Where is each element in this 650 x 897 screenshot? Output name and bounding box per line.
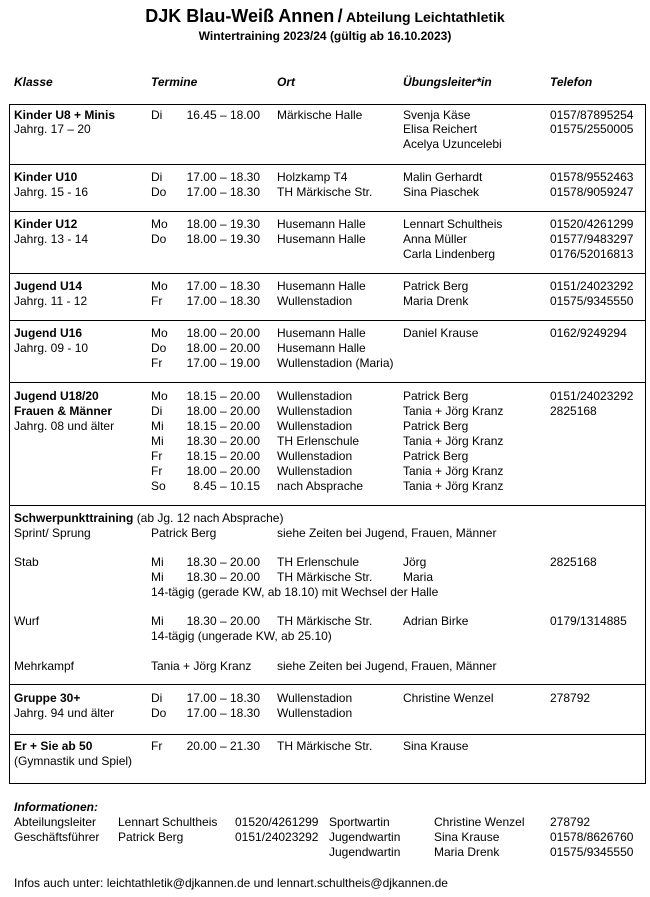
trainer: Daniel Krause	[403, 326, 479, 340]
session-day: Mo	[151, 326, 168, 340]
session-time: 17.00 – 18.30	[186, 294, 260, 308]
session-day: Mi	[151, 419, 164, 433]
info-person: Lennart Schultheis	[118, 815, 218, 829]
info-footer: Infos auch unter: leichtathletik@djkannen.de und lennart.schultheis@djkannen.de	[14, 876, 448, 890]
session-day: So	[151, 479, 166, 493]
session-place: Wullenstadion	[277, 691, 353, 705]
phone: 2825168	[550, 404, 597, 418]
session-time: 17.00 – 18.30	[186, 706, 260, 720]
row-divider	[9, 684, 646, 685]
group-years: Jahrg. 17 – 20	[14, 122, 91, 136]
session-time: 20.00 – 21.30	[186, 739, 260, 753]
phone: 0151/24023292	[550, 279, 634, 293]
session-time: 18.30 – 20.00	[186, 434, 260, 448]
session-place: nach Absprache	[277, 479, 364, 493]
trainer: Tania + Jörg Kranz	[403, 404, 504, 418]
session-time: 17.00 – 18.30	[186, 691, 260, 705]
session-time: 18.00 – 20.00	[186, 404, 260, 418]
trainer: Tania + Jörg Kranz	[403, 479, 504, 493]
session-day: Do	[151, 341, 167, 355]
column-header-uebungsleiter: Übungsleiter*in	[403, 75, 492, 89]
department-name: Abteilung Leichtathletik	[346, 9, 505, 25]
phone: 0162/9249294	[550, 326, 627, 340]
column-header-termine: Termine	[151, 75, 198, 89]
info-phone: 0151/24023292	[235, 830, 319, 844]
info-person: Patrick Berg	[118, 830, 184, 844]
focus-title	[14, 511, 283, 526]
session-day: Mi	[151, 570, 164, 584]
row-divider	[9, 734, 646, 735]
group-years: Jahrg. 08 und älter	[14, 419, 115, 433]
session-time: 18.15 – 20.00	[186, 449, 260, 463]
session-day: Di	[151, 691, 163, 705]
session-day: Fr	[151, 739, 163, 753]
session-place: Wullenstadion (Maria)	[277, 356, 394, 370]
mehrkampf-label: Mehrkampf	[14, 659, 75, 673]
session-place: TH Märkische Str.	[277, 739, 373, 753]
session-time: 18.15 – 20.00	[186, 389, 260, 403]
focus-note: (ab Jg. 12 nach Absprache)	[136, 511, 284, 525]
wurf-note: 14-tägig (ungerade KW, ab 25.10)	[151, 629, 332, 643]
info-person: Christine Wenzel	[434, 815, 525, 829]
session-place: Wullenstadion	[277, 706, 353, 720]
session-place: TH Märkische Str.	[277, 570, 373, 584]
group-name: Jugend U14	[14, 279, 83, 293]
group-name: Er + Sie ab 50	[14, 739, 93, 753]
trainer: Maria	[403, 570, 434, 584]
session-time: 18.00 – 20.00	[186, 326, 260, 340]
mehrkampf-trainer: Tania + Jörg Kranz	[151, 659, 252, 673]
trainer: Adrian Birke	[403, 614, 469, 628]
session-place: Holzkamp T4	[277, 170, 348, 184]
trainer: Anna Müller	[403, 232, 468, 246]
trainer: Patrick Berg	[403, 279, 469, 293]
info-heading: Informationen:	[14, 800, 98, 814]
phone: 01577/9483297	[550, 232, 634, 246]
trainer: Jörg	[403, 555, 427, 569]
info-person: Maria Drenk	[434, 845, 500, 859]
info-person: Sina Krause	[434, 830, 500, 844]
session-day: Mi	[151, 614, 164, 628]
session-day: Mi	[151, 555, 164, 569]
trainer: Patrick Berg	[403, 389, 469, 403]
session-place: TH Erlenschule	[277, 434, 360, 448]
info-phone: 01520/4261299	[235, 815, 319, 829]
session-place: Wullenstadion	[277, 464, 353, 478]
phone: 0157/87895254	[550, 108, 634, 122]
group-years: Jahrg. 15 - 16	[14, 185, 89, 199]
session-day: Do	[151, 185, 167, 199]
trainer: Sina Krause	[403, 739, 469, 753]
session-place: TH Märkische Str.	[277, 614, 373, 628]
trainer: Acelya Uzuncelebi	[403, 137, 502, 151]
session-place: Husemann Halle	[277, 341, 366, 355]
session-time: 18.30 – 20.00	[186, 614, 260, 628]
session-time: 18.30 – 20.00	[186, 570, 260, 584]
phone: 01578/9059247	[550, 185, 634, 199]
row-divider	[9, 273, 646, 274]
session-day: Fr	[151, 449, 163, 463]
session-day: Di	[151, 108, 163, 122]
page-title	[0, 6, 650, 27]
session-time: 18.15 – 20.00	[186, 419, 260, 433]
session-day: Fr	[151, 356, 163, 370]
focus-title-text: Schwerpunkttraining	[14, 511, 134, 525]
stab-label: Stab	[14, 555, 39, 569]
group-subtitle: (Gymnastik und Spiel)	[14, 754, 133, 768]
info-phone: 01575/9345550	[550, 845, 634, 859]
row-divider	[9, 505, 646, 506]
session-time: 16.45 – 18.00	[186, 108, 260, 122]
session-day: Mi	[151, 434, 164, 448]
session-place: Husemann Halle	[277, 217, 366, 231]
trainer: Lennart Schultheis	[403, 217, 503, 231]
phone: 01520/4261299	[550, 217, 634, 231]
session-time: 18.30 – 20.00	[186, 555, 260, 569]
session-time: 17.00 – 19.00	[186, 356, 260, 370]
column-header-ort: Ort	[277, 75, 295, 89]
group-name: Jugend U16	[14, 326, 83, 340]
phone: 2825168	[550, 555, 597, 569]
mehrkampf-text: siehe Zeiten bei Jugend, Frauen, Männer	[277, 659, 497, 673]
trainer: Malin Gerhardt	[403, 170, 483, 184]
session-time: 18.00 – 20.00	[186, 464, 260, 478]
session-place: Husemann Halle	[277, 279, 366, 293]
session-time: 18.00 – 20.00	[186, 341, 260, 355]
info-phone: 278792	[550, 815, 591, 829]
trainer: Patrick Berg	[403, 449, 469, 463]
info-role: Geschäftsführer	[14, 830, 100, 844]
session-place: Wullenstadion	[277, 449, 353, 463]
info-role: Jugendwartin	[329, 830, 401, 844]
row-divider	[9, 320, 646, 321]
trainer: Sina Piaschek	[403, 185, 480, 199]
session-place: Märkische Halle	[277, 108, 363, 122]
info-role: Jugendwartin	[329, 845, 401, 859]
phone: 01575/2550005	[550, 122, 634, 136]
session-day: Do	[151, 232, 167, 246]
session-place: Wullenstadion	[277, 294, 353, 308]
sprint-text: siehe Zeiten bei Jugend, Frauen, Männer	[277, 526, 497, 540]
phone: 0151/24023292	[550, 389, 634, 403]
session-day: Fr	[151, 464, 163, 478]
session-time: 8.45 – 10.15	[193, 479, 260, 493]
session-place: Wullenstadion	[277, 419, 353, 433]
session-day: Di	[151, 404, 163, 418]
session-place: Wullenstadion	[277, 389, 353, 403]
session-place: TH Erlenschule	[277, 555, 360, 569]
session-place: Husemann Halle	[277, 232, 366, 246]
trainer: Christine Wenzel	[403, 691, 494, 705]
group-name: Kinder U12	[14, 217, 78, 231]
group-name: Gruppe 30+	[14, 691, 81, 705]
group-years: Jahrg. 94 und älter	[14, 706, 115, 720]
column-header-telefon: Telefon	[550, 75, 593, 89]
info-role: Sportwartin	[329, 815, 390, 829]
stab-note: 14-tägig (gerade KW, ab 18.10) mit Wechsel der Halle	[151, 585, 439, 599]
session-day: Mo	[151, 389, 168, 403]
group-name: Kinder U8 + Minis	[14, 108, 116, 122]
sprint-label: Sprint/ Sprung	[14, 526, 91, 540]
group-name: Kinder U10	[14, 170, 78, 184]
title-separator: /	[337, 6, 343, 26]
trainer: Carla Lindenberg	[403, 247, 496, 261]
phone: 01575/9345550	[550, 294, 634, 308]
session-time: 18.00 – 19.30	[186, 232, 260, 246]
row-divider	[9, 164, 646, 165]
trainer: Patrick Berg	[403, 419, 469, 433]
row-divider	[9, 382, 646, 383]
session-day: Di	[151, 170, 163, 184]
info-role: Abteilungsleiter	[14, 815, 97, 829]
phone: 0176/52016813	[550, 247, 634, 261]
trainer: Tania + Jörg Kranz	[403, 434, 504, 448]
phone: 01578/9552463	[550, 170, 634, 184]
page-subtitle: Wintertraining 2023/24 (gültig ab 16.10.2023)	[198, 29, 452, 43]
phone: 0179/1314885	[550, 614, 627, 628]
session-place: TH Märkische Str.	[277, 185, 373, 199]
info-phone: 01578/8626760	[550, 830, 634, 844]
group-name: Jugend U18/20	[14, 389, 99, 403]
session-day: Fr	[151, 294, 163, 308]
session-time: 17.00 – 18.30	[186, 185, 260, 199]
wurf-label: Wurf	[14, 614, 40, 628]
column-header-klasse: Klasse	[14, 75, 53, 89]
trainer: Elisa Reichert	[403, 122, 478, 136]
group-years: Jahrg. 11 - 12	[14, 294, 88, 308]
session-time: 17.00 – 18.30	[186, 170, 260, 184]
trainer: Maria Drenk	[403, 294, 469, 308]
session-day: Do	[151, 706, 167, 720]
trainer: Svenja Käse	[403, 108, 471, 122]
session-time: 18.00 – 19.30	[186, 217, 260, 231]
session-day: Mo	[151, 279, 168, 293]
club-name: DJK Blau-Weiß Annen	[145, 6, 335, 26]
group-years: Jahrg. 09 - 10	[14, 341, 89, 355]
group-years: Jahrg. 13 - 14	[14, 232, 89, 246]
trainer: Tania + Jörg Kranz	[403, 464, 504, 478]
session-day: Mo	[151, 217, 168, 231]
session-place: Wullenstadion	[277, 404, 353, 418]
sprint-trainer: Patrick Berg	[151, 526, 217, 540]
row-divider	[9, 211, 646, 212]
phone: 278792	[550, 691, 591, 705]
session-time: 17.00 – 18.30	[186, 279, 260, 293]
session-place: Husemann Halle	[277, 326, 366, 340]
group-name-secondary: Frauen & Männer	[14, 404, 113, 418]
